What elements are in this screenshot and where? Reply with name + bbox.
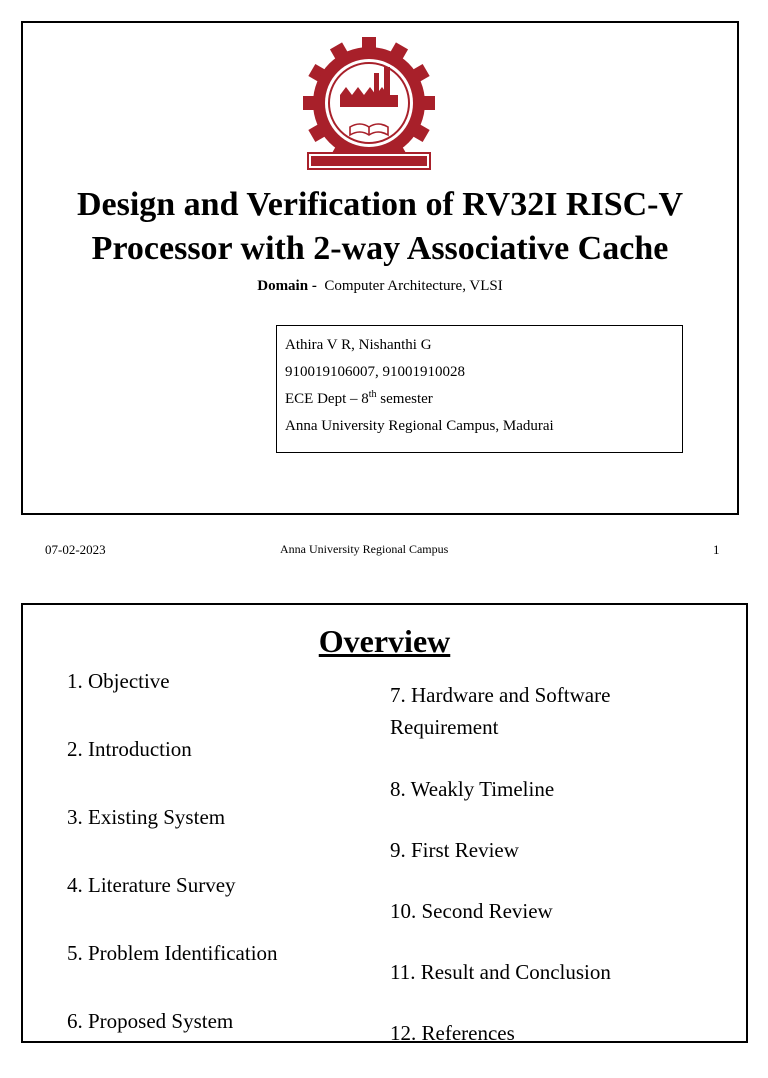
- list-item: 3. Existing System: [67, 805, 226, 829]
- department-line: ECE Dept – 8th semester: [285, 389, 433, 407]
- anna-university-logo: [300, 37, 438, 171]
- domain-value: Computer Architecture, VLSI: [324, 278, 503, 294]
- author-info-box: [276, 325, 683, 453]
- list-item: 10. Second Review: [390, 899, 553, 923]
- list-item: 4. Literature Survey: [67, 873, 236, 897]
- overview-slide: [21, 603, 748, 1043]
- list-item: 9. First Review: [390, 838, 519, 862]
- title-line-2: Processor with 2-way Associative Cache: [91, 230, 669, 267]
- list-item: 12. References: [390, 1021, 515, 1045]
- register-numbers: 910019106007, 91001910028: [285, 364, 465, 380]
- domain-line: [23, 278, 737, 295]
- list-item: 1. Objective: [67, 669, 170, 693]
- title-slide: [21, 21, 739, 515]
- list-item: 6. Proposed System: [67, 1009, 234, 1033]
- list-item: 11. Result and Conclusion: [390, 960, 611, 984]
- list-item: 8. Weakly Timeline: [390, 777, 555, 801]
- footer-center-text: Anna University Regional Campus: [280, 542, 449, 556]
- author-names: Athira V R, Nishanthi G: [285, 337, 432, 353]
- list-item: 2. Introduction: [67, 737, 192, 761]
- domain-label: Domain -: [257, 278, 317, 294]
- overview-title: Overview: [318, 623, 451, 659]
- list-item: 7. Hardware and Software Requirement: [390, 683, 611, 739]
- overview-right-list: [390, 679, 611, 1078]
- footer-page-number: 1: [713, 542, 720, 557]
- footer-date: 07-02-2023: [45, 542, 106, 557]
- list-item: 5. Problem Identification: [67, 941, 278, 965]
- campus-name: Anna University Regional Campus, Madurai: [285, 418, 554, 434]
- overview-left-list: [67, 667, 278, 1075]
- slide-title: [23, 183, 737, 271]
- title-line-1: Design and Verification of RV32I RISC-V: [76, 186, 684, 223]
